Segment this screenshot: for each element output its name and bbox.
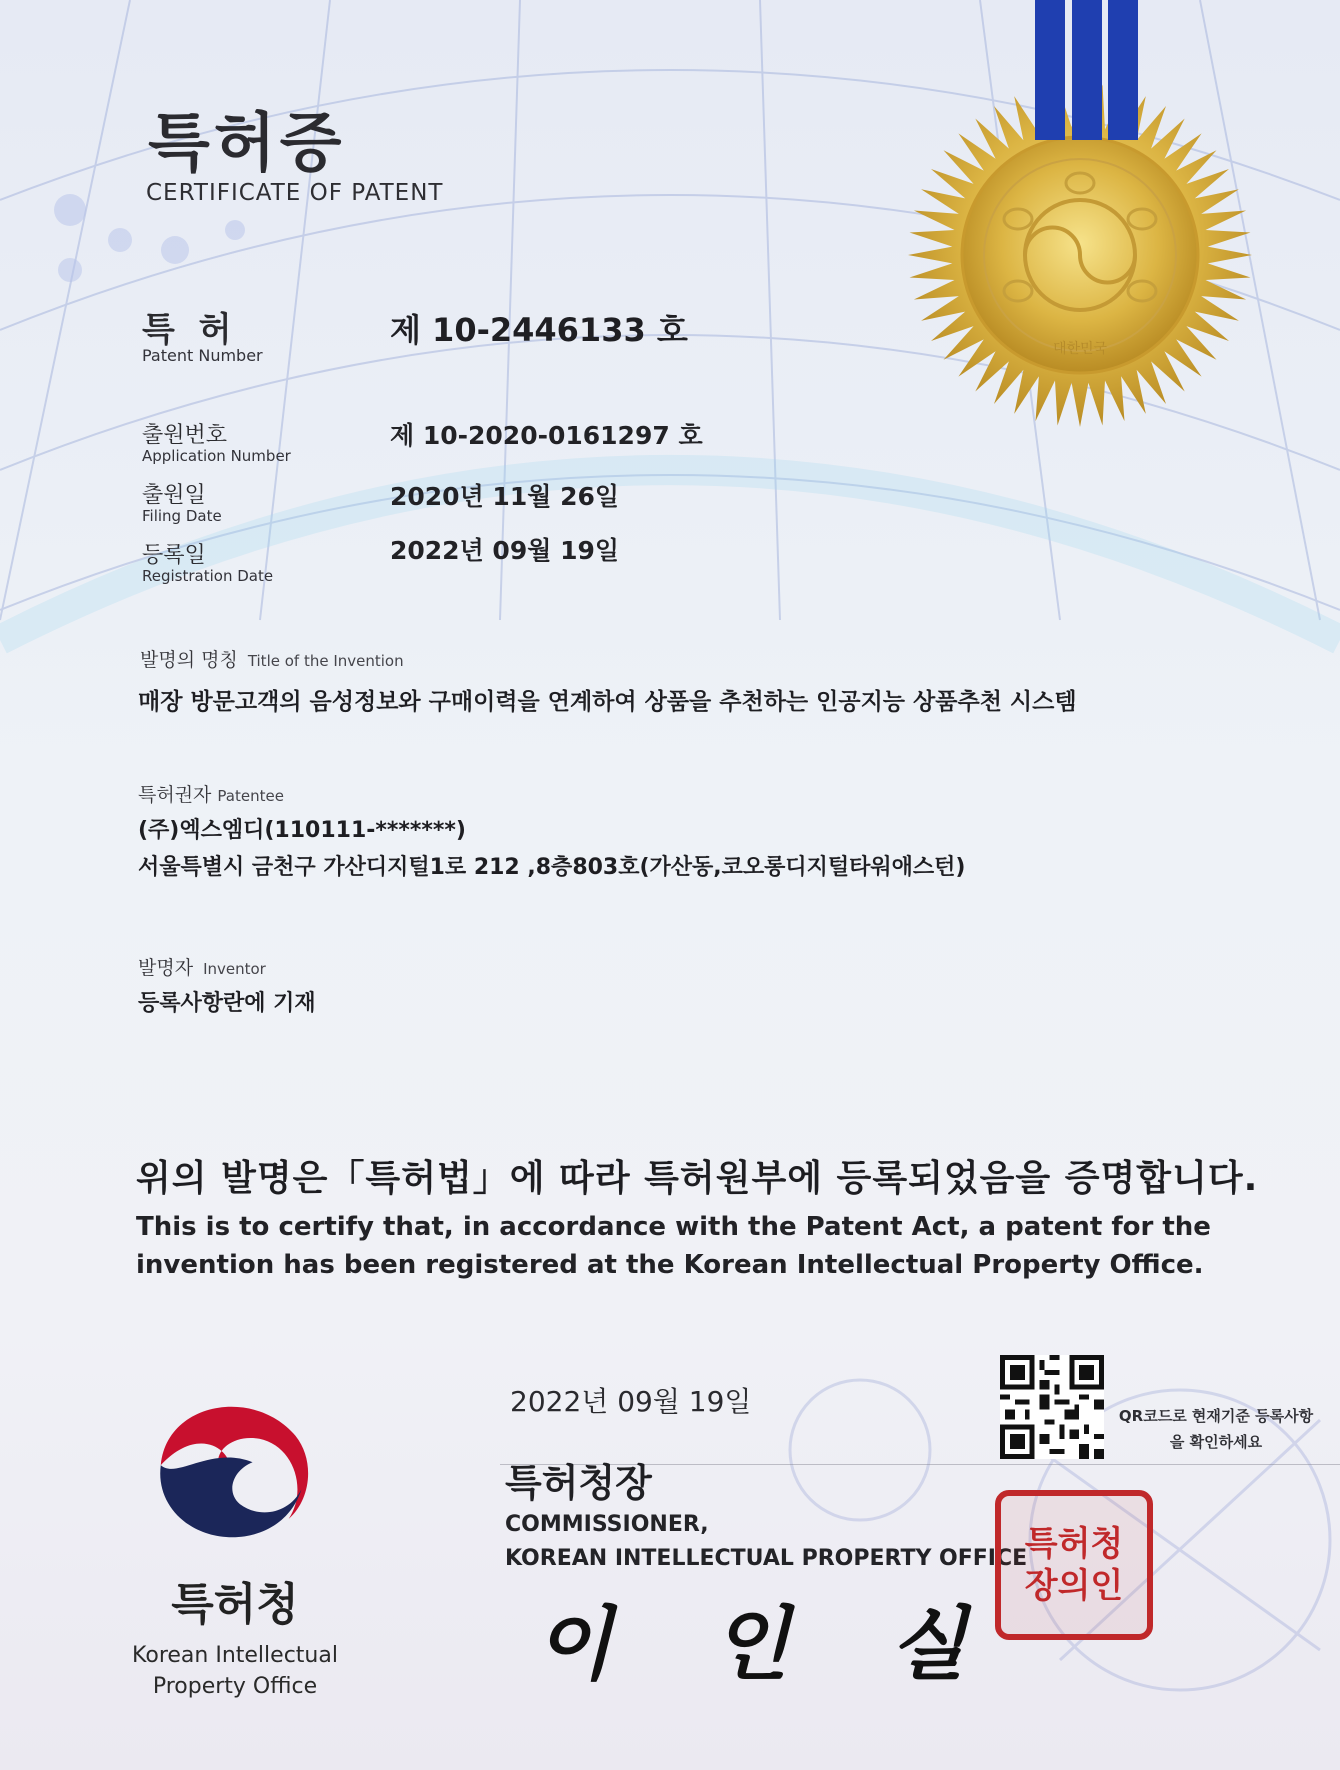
application-number-label-en: Application Number bbox=[142, 447, 291, 465]
registration-date-label-en: Registration Date bbox=[142, 567, 274, 585]
inventor-value: 등록사항란에 기재 bbox=[138, 991, 316, 1016]
office-name-en bbox=[0, 1640, 470, 1702]
invention-label bbox=[140, 645, 404, 672]
filing-date-value: 2020년 11월 26일 bbox=[390, 482, 620, 511]
patent-number-value: 제 10-2446133 호 bbox=[390, 311, 688, 349]
ribbon-stripe bbox=[1072, 0, 1102, 140]
certificate-title: 특허증 bbox=[148, 107, 346, 181]
commissioner-title-en bbox=[505, 1508, 1027, 1576]
commissioner-title-en-line2: KOREAN INTELLECTUAL PROPERTY OFFICE bbox=[505, 1546, 1028, 1571]
inventor-label-ko: 발명자 bbox=[138, 957, 194, 979]
patentee-name: (주)엑스엠디(110111-*******) bbox=[138, 818, 466, 843]
office-name-en-text: Korean Intellectual Property Office bbox=[132, 1643, 338, 1699]
ribbon-stripe bbox=[1035, 0, 1065, 140]
certificate-subtitle: CERTIFICATE OF PATENT bbox=[146, 180, 444, 206]
certification-statement-ko: 위의 발명은「특허법」에 따라 특허원부에 등록되었음을 증명합니다. bbox=[136, 1158, 1259, 1199]
registration-date-label: 등록일 bbox=[142, 543, 206, 568]
inventor-label-en: Inventor bbox=[203, 960, 266, 978]
invention-label-ko: 발명의 명칭 bbox=[140, 649, 238, 671]
application-number-label: 출원번호 bbox=[142, 423, 228, 448]
application-number-value: 제 10-2020-0161297 호 bbox=[390, 421, 703, 450]
commissioner-signature: 이 인 실 bbox=[535, 1597, 1003, 1691]
ribbon-stripe bbox=[1108, 0, 1138, 140]
invention-label-en: Title of the Invention bbox=[247, 652, 404, 670]
official-stamp-text: 특허청장의인 bbox=[1024, 1524, 1124, 1606]
issue-date: 2022년 09월 19일 bbox=[510, 1385, 752, 1418]
patentee-label-en: Patentee bbox=[217, 787, 284, 805]
official-stamp bbox=[995, 1490, 1153, 1640]
commissioner-title-en-line1: COMMISSIONER, bbox=[505, 1512, 709, 1537]
certification-statement-en: This is to certify that, in accordance with the Patent Act, a patent for the invention has been registered at the Korean Intellectual Property Office. bbox=[136, 1212, 1211, 1280]
patentee-address: 서울특별시 금천구 가산디지털1로 212 ,8층803호(가산동,코오롱디지털타워애스턴) bbox=[138, 855, 966, 880]
qr-caption: QR코드로 현재기준 등록사항을 확인하세요 bbox=[1118, 1407, 1314, 1451]
patent-number-label-en: Patent Number bbox=[142, 346, 263, 365]
filing-date-label-en: Filing Date bbox=[142, 507, 222, 525]
inventor-label bbox=[138, 953, 266, 980]
patentee-label bbox=[138, 780, 284, 807]
seal-text: 대한민국 bbox=[1052, 341, 1108, 357]
registration-date-value: 2022년 09월 19일 bbox=[390, 536, 620, 565]
invention-title: 매장 방문고객의 음성정보와 구매이력을 연계하여 상품을 추천하는 인공지능 상품추천 시스템 bbox=[138, 689, 1077, 715]
office-name: 특허청 bbox=[171, 1579, 299, 1630]
filing-date-label: 출원일 bbox=[142, 483, 206, 508]
taegeuk-emblem bbox=[152, 1398, 318, 1542]
patentee-label-ko: 특허권자 bbox=[138, 784, 212, 806]
commissioner-title: 특허청장 bbox=[505, 1461, 652, 1505]
qr-code[interactable] bbox=[1000, 1355, 1104, 1459]
patent-number-label: 특 허 bbox=[142, 310, 238, 350]
